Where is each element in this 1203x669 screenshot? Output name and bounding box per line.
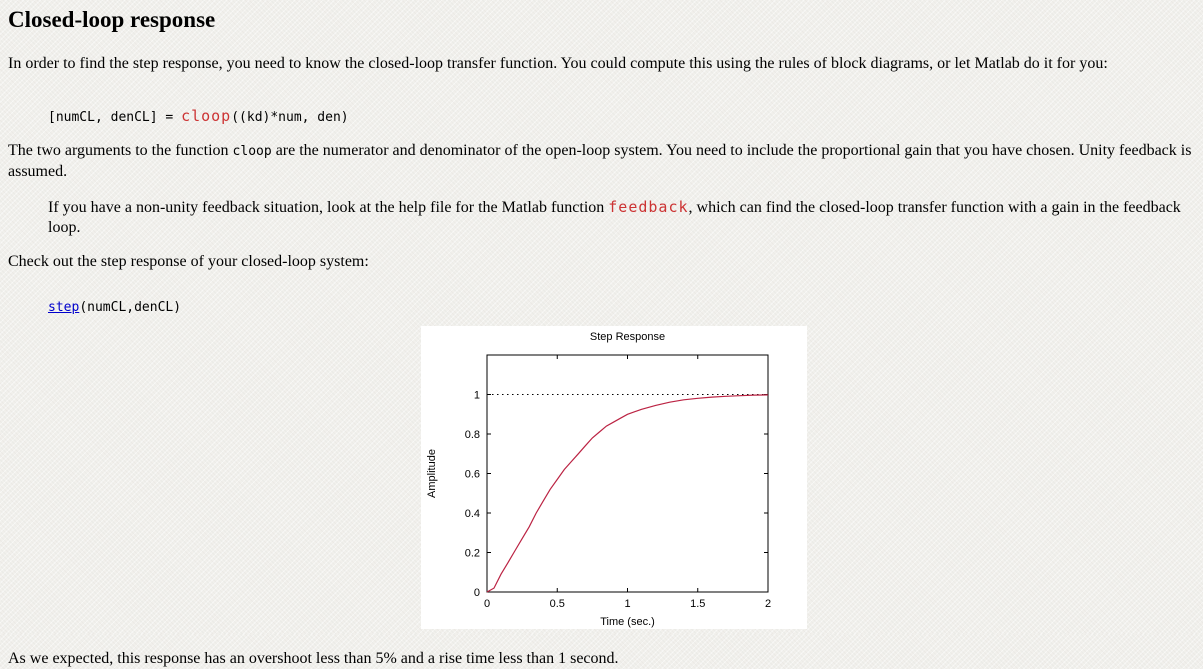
cloop-inline-code: cloop: [232, 144, 272, 159]
checkout-paragraph: Check out the step response of your closed-loop system:: [8, 253, 369, 270]
feedback-paragraph-pre: If you have a non-unity feedback situation, look at the help file for the Matlab function: [48, 199, 609, 216]
chart-title: Step Response: [589, 331, 666, 343]
arguments-paragraph: [8, 141, 1193, 182]
y-axis-label: Amplitude: [426, 449, 438, 498]
y-tick-label: 0.2: [464, 547, 480, 560]
code-step-line: [48, 299, 1203, 316]
feedback-keyword: feedback: [608, 198, 689, 216]
x-axis-label: Time (sec.): [600, 616, 655, 628]
axes-box: [487, 355, 768, 592]
page-title: Closed-loop response: [8, 7, 216, 32]
cloop-keyword: cloop: [181, 107, 232, 125]
y-tick-label: 0.6: [464, 468, 480, 481]
step-link[interactable]: step: [48, 300, 80, 315]
step-response-figure: [421, 326, 807, 629]
response-curve: [487, 395, 768, 592]
x-tick-label: 0: [483, 598, 491, 610]
y-tick-label: 0: [473, 587, 480, 599]
code-step-post: (numCL,denCL): [79, 300, 182, 315]
code-cloop-pre: [numCL, denCL] =: [48, 110, 182, 125]
code-cloop-line: [48, 108, 1203, 126]
conclusion-paragraph: As we expected, this response has an overshoot less than 5% and a rise time less than 1 second.: [8, 650, 619, 667]
feedback-paragraph: [48, 197, 1193, 238]
x-tick-label: 0.5: [549, 598, 565, 610]
y-tick-label: 0.8: [464, 429, 480, 441]
x-tick-label: 2: [764, 598, 772, 610]
x-tick-label: 1: [624, 598, 631, 610]
x-tick-label: 1.5: [690, 598, 706, 610]
code-cloop-post: ((kd)*num, den): [231, 110, 349, 125]
y-tick-label: 1: [473, 389, 480, 402]
step-response-plot: [421, 326, 807, 629]
y-tick-label: 0.4: [464, 508, 480, 520]
arguments-paragraph-post: are the numerator and denominator of the open-loop system. You need to include the proportional gain that you have chosen. Unity feedback is assumed.: [8, 142, 1192, 180]
arguments-paragraph-pre: The two arguments to the function: [8, 142, 233, 159]
intro-paragraph: In order to find the step response, you need to know the closed-loop transfer function. You could compute this using the rules of block diagrams, or let Matlab do it for you:: [8, 55, 1108, 72]
feedback-paragraph-post: , which can find the closed-loop transfer function with a gain in the feedback loop.: [48, 199, 1181, 236]
